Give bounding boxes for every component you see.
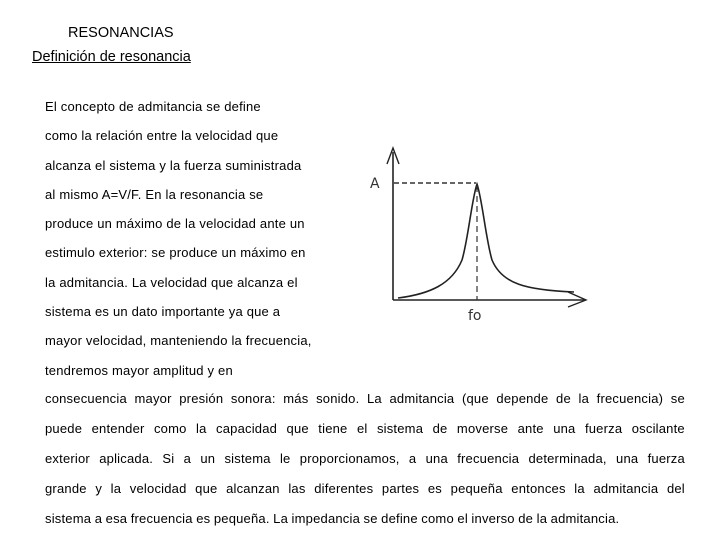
word: consecuencia (45, 391, 127, 406)
word: pequeña. (213, 511, 270, 526)
word: entonces (511, 481, 566, 496)
word: puede (45, 421, 83, 436)
word: una (616, 451, 639, 466)
word: frecuencia) (596, 391, 664, 406)
word: una (553, 421, 576, 436)
text-line (45, 479, 685, 509)
word: depende (496, 391, 549, 406)
word: grande (45, 481, 87, 496)
word: presión (179, 391, 224, 406)
word: un (200, 451, 216, 466)
word: como (153, 421, 187, 436)
word: mayor (134, 391, 172, 406)
word: ante (517, 421, 544, 436)
word: La (273, 511, 289, 526)
word: define (381, 511, 418, 526)
word: oscilante (631, 421, 685, 436)
word: proporcionamos, (299, 451, 400, 466)
text-line: El concepto de admitancia se define (45, 99, 261, 114)
word: es (427, 481, 443, 496)
word: sistema (224, 451, 271, 466)
word: capacidad (216, 421, 278, 436)
page-title: RESONANCIAS (68, 25, 174, 41)
word: de (432, 421, 448, 436)
text-line: tendremos mayor amplitud y en (45, 362, 233, 378)
word: exterior (45, 451, 90, 466)
text-line: mayor velocidad, manteniendo la frecuencia, (45, 333, 312, 349)
word: que (286, 421, 309, 436)
text-line: alcanza el sistema y la fuerza suministrada (45, 157, 302, 173)
word: que (195, 481, 218, 496)
word: sistema (45, 511, 92, 526)
text-line: al mismo A=V/F. En la resonancia se (45, 186, 264, 202)
text-line (45, 389, 685, 419)
word: más (283, 391, 309, 406)
word: Si (162, 451, 175, 466)
word: a (408, 451, 417, 466)
word: fuerza (647, 451, 685, 466)
text-line: estimulo exterior: se produce un máximo en (45, 245, 306, 261)
word: la (536, 511, 548, 526)
word: a (183, 451, 192, 466)
x-axis-label: fo (468, 308, 482, 324)
word: las (288, 481, 306, 496)
word: (que (461, 391, 489, 406)
word: se (363, 511, 378, 526)
page-subtitle: Definición de resonancia (32, 49, 191, 65)
text-line (45, 419, 685, 449)
word: la (196, 421, 207, 436)
resonance-curve-figure (360, 134, 612, 334)
word: a (94, 511, 103, 526)
word: sistema (376, 421, 424, 436)
word: moverse (456, 421, 509, 436)
resonance-curve (398, 184, 574, 298)
word: diferentes (314, 481, 374, 496)
word: velocidad (129, 481, 187, 496)
word: La (367, 391, 382, 406)
text-line (45, 509, 685, 539)
word: sonora: (230, 391, 276, 406)
text-line: produce un máximo de la velocidad ante un (45, 216, 305, 232)
paragraph-wide (45, 389, 685, 539)
word: alcanzan (226, 481, 280, 496)
word: la (110, 481, 122, 496)
word: determinada, (528, 451, 607, 466)
word: frecuencia (130, 511, 193, 526)
text-line: sistema es un dato importante ya que a (45, 304, 281, 320)
word: una (425, 451, 448, 466)
word: le (279, 451, 291, 466)
word: tiene (318, 421, 348, 436)
word: pequeña (450, 481, 503, 496)
word: admitancia (389, 391, 455, 406)
text-line (45, 449, 685, 479)
word: inverso (471, 511, 515, 526)
word: esa (105, 511, 128, 526)
word: de (556, 391, 571, 406)
word: se (670, 391, 685, 406)
text-line: la admitancia. La velocidad que alcanza el (45, 274, 298, 290)
word: la (574, 481, 585, 496)
word: de (518, 511, 534, 526)
text-line: como la relación entre la velocidad que (45, 128, 279, 144)
word: impedancia (291, 511, 361, 526)
word: fuerza (584, 421, 623, 436)
word: entender (91, 421, 145, 436)
word: frecuencia (457, 451, 520, 466)
word: sonido. (316, 391, 360, 406)
y-axis-label: A (370, 176, 380, 192)
resonance-curve-graph (360, 134, 612, 334)
word: el (356, 421, 368, 436)
word: como (421, 511, 454, 526)
word: admitancia. (550, 511, 620, 526)
word: partes (381, 481, 420, 496)
word: admitancia (593, 481, 659, 496)
word: y (95, 481, 103, 496)
word: la (578, 391, 590, 406)
paragraph-narrow (45, 97, 345, 390)
word: del (666, 481, 685, 496)
word: aplicada. (99, 451, 154, 466)
word: el (457, 511, 468, 526)
word: es (196, 511, 211, 526)
